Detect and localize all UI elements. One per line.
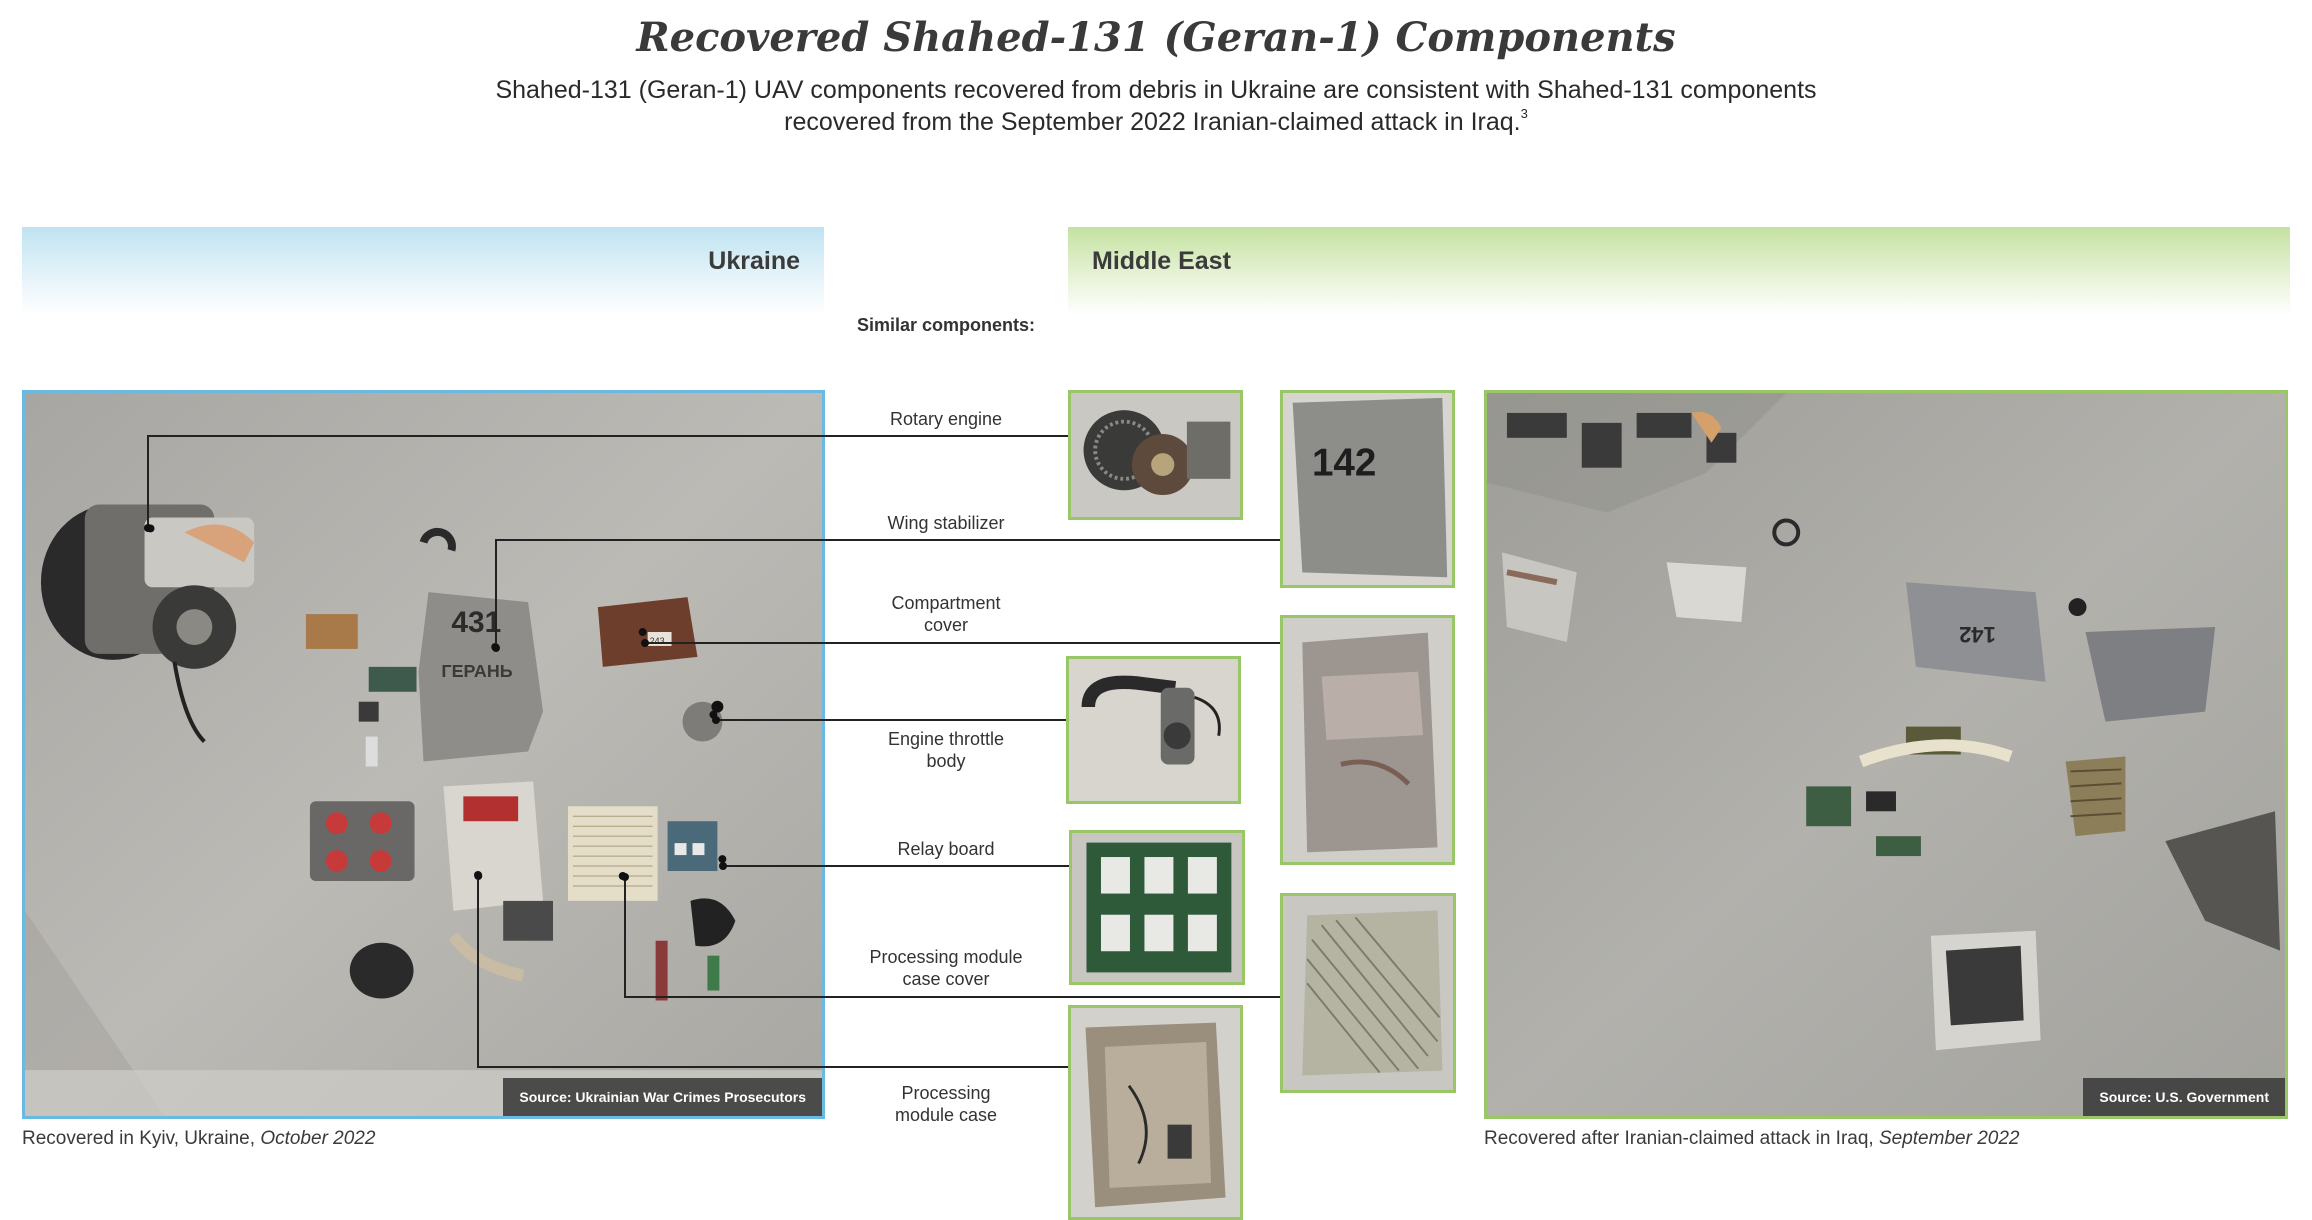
iraq-wing-number: 142 (1959, 622, 1996, 648)
ukraine-wing-shape (419, 592, 544, 761)
ukraine-caption-date: October 2022 (260, 1128, 376, 1149)
label-processing-module-case-cover: Processing module case cover (869, 947, 1023, 989)
ukraine-cover-tag: 243 (649, 635, 665, 646)
subtitle-line-2 (0, 108, 2312, 137)
thumb-compartment-cover (1280, 615, 1455, 865)
ukraine-debris-photo (22, 390, 825, 1119)
label-processing-module-case: Processing module case (894, 1083, 998, 1125)
iraq-caption-date: September 2022 (1878, 1128, 2020, 1149)
footnote-marker: 3 (1520, 106, 1528, 121)
thumb-engine-throttle-body (1066, 656, 1241, 804)
thumb-relay-board (1069, 830, 1245, 985)
subtitle-line-2-text: recovered from the September 2022 Iranian-claimed attack in Iraq. (784, 108, 1521, 136)
iraq-debris-photo (1484, 390, 2288, 1119)
iraq-photo-caption (1484, 1128, 2019, 1150)
ukraine-wing-text: ГЕРАНЬ (441, 660, 513, 681)
subtitle-line-1 (0, 76, 2312, 105)
subtitle-line-1-text: Shahed-131 (Geran-1) UAV components recovered from debris in Ukraine are consistent with Shahed-131 components (495, 76, 1817, 104)
label-engine-throttle-body: Engine throttle body (887, 729, 1005, 771)
similar-components-heading: Similar components: (856, 315, 1036, 335)
label-compartment-cover: Compartment cover (891, 593, 1001, 635)
thumb-wing-stabilizer (1280, 390, 1455, 588)
page-title: Recovered Shahed-131 (Geran-1) Components (636, 14, 1676, 61)
label-rotary-engine: Rotary engine (889, 409, 1003, 429)
thumb-rotary-engine (1068, 390, 1243, 520)
middle-east-header-band (1068, 227, 2290, 315)
ukraine-wing-number: 431 (451, 606, 502, 640)
ukraine-header-label: Ukraine (708, 247, 800, 275)
iraq-caption-text: Recovered after Iranian-claimed attack in Iraq, (1484, 1128, 1879, 1149)
iraq-photo-source-badge: Source: U.S. Government (2083, 1078, 2285, 1116)
me-wing-number: 142 (1311, 441, 1377, 485)
ukraine-photo-source-badge: Source: Ukrainian War Crimes Prosecutors (503, 1078, 822, 1116)
label-relay-board: Relay board (897, 839, 995, 859)
ukraine-photo-caption (22, 1128, 375, 1150)
ukraine-header-band (22, 227, 824, 315)
thumb-processing-module-case (1068, 1005, 1243, 1220)
thumb-processing-module-case-cover (1280, 893, 1456, 1093)
middle-east-header-label: Middle East (1092, 247, 1231, 275)
ukraine-caption-text: Recovered in Kyiv, Ukraine, (22, 1128, 261, 1149)
label-wing-stabilizer: Wing stabilizer (887, 513, 1005, 533)
